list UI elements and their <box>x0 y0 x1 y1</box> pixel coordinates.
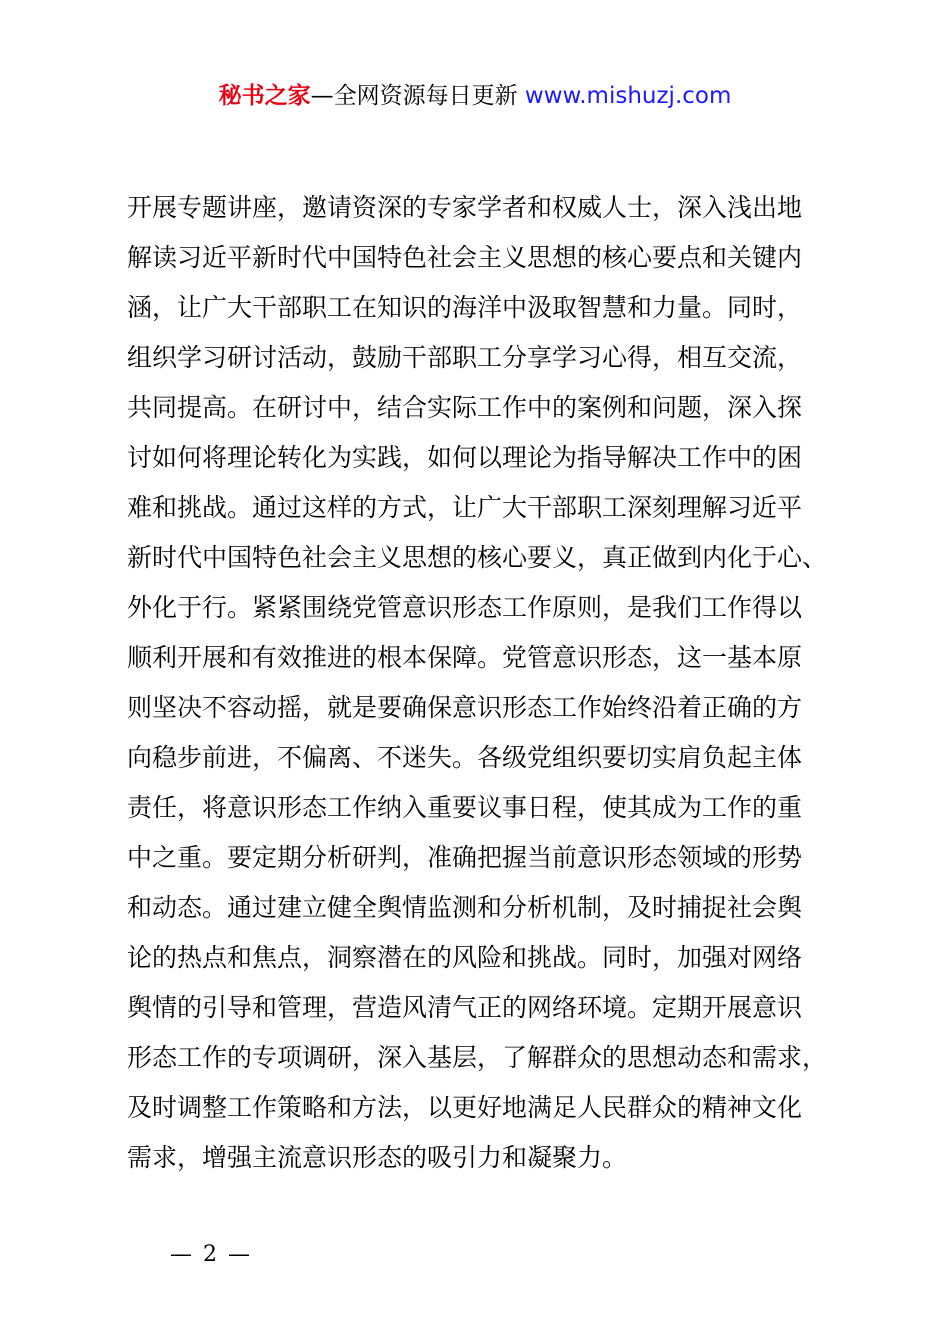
body-line: 顺利开展和有效推进的根本保障。党管意识形态，这一基本原 <box>127 643 803 672</box>
page-number: — 2 — <box>170 1242 252 1267</box>
header-site-url[interactable]: www.mishuzj.com <box>524 83 732 109</box>
body-line: 及时调整工作策略和方法，以更好地满足人民群众的精神文化 <box>127 1093 803 1122</box>
body-line: 责任，将意识形态工作纳入重要议事日程，使其成为工作的重 <box>127 793 803 822</box>
body-line: 论的热点和焦点，洞察潜在的风险和挑战。同时，加强对网络 <box>127 943 803 972</box>
body-line: 形态工作的专项调研，深入基层，了解群众的思想动态和需求， <box>127 1043 828 1072</box>
body-line: 舆情的引导和管理，营造风清气正的网络环境。定期开展意识 <box>127 993 803 1022</box>
body-line: 中之重。要定期分析研判，准确把握当前意识形态领域的形势 <box>127 843 803 872</box>
body-line: 则坚决不容动摇，就是要确保意识形态工作始终沿着正确的方 <box>127 693 803 722</box>
body-line: 外化于行。紧紧围绕党管意识形态工作原则，是我们工作得以 <box>127 593 803 622</box>
body-line: 组织学习研讨活动，鼓励干部职工分享学习心得，相互交流， <box>127 343 803 372</box>
body-line: 和动态。通过建立健全舆情监测和分析机制，及时捕捉社会舆 <box>127 893 803 922</box>
body-line: 需求，增强主流意识形态的吸引力和凝聚力。 <box>127 1143 628 1172</box>
body-line: 涵，让广大干部职工在知识的海洋中汲取智慧和力量。同时， <box>127 293 803 322</box>
body-line: 讨如何将理论转化为实践，如何以理论为指导解决工作中的困 <box>127 443 803 472</box>
header-tagline: —全网资源每日更新 <box>310 83 525 109</box>
document-body <box>127 183 833 1183</box>
body-line: 开展专题讲座，邀请资深的专家学者和权威人士，深入浅出地 <box>127 193 803 222</box>
page-header <box>0 80 950 112</box>
body-line: 新时代中国特色社会主义思想的核心要义，真正做到内化于心、 <box>127 543 828 572</box>
body-line: 解读习近平新时代中国特色社会主义思想的核心要点和关键内 <box>127 243 803 272</box>
body-line: 共同提高。在研讨中，结合实际工作中的案例和问题，深入探 <box>127 393 803 422</box>
body-line: 难和挑战。通过这样的方式，让广大干部职工深刻理解习近平 <box>127 493 803 522</box>
header-brand: 秘书之家 <box>218 83 311 109</box>
body-line: 向稳步前进，不偏离、不迷失。各级党组织要切实肩负起主体 <box>127 743 803 772</box>
